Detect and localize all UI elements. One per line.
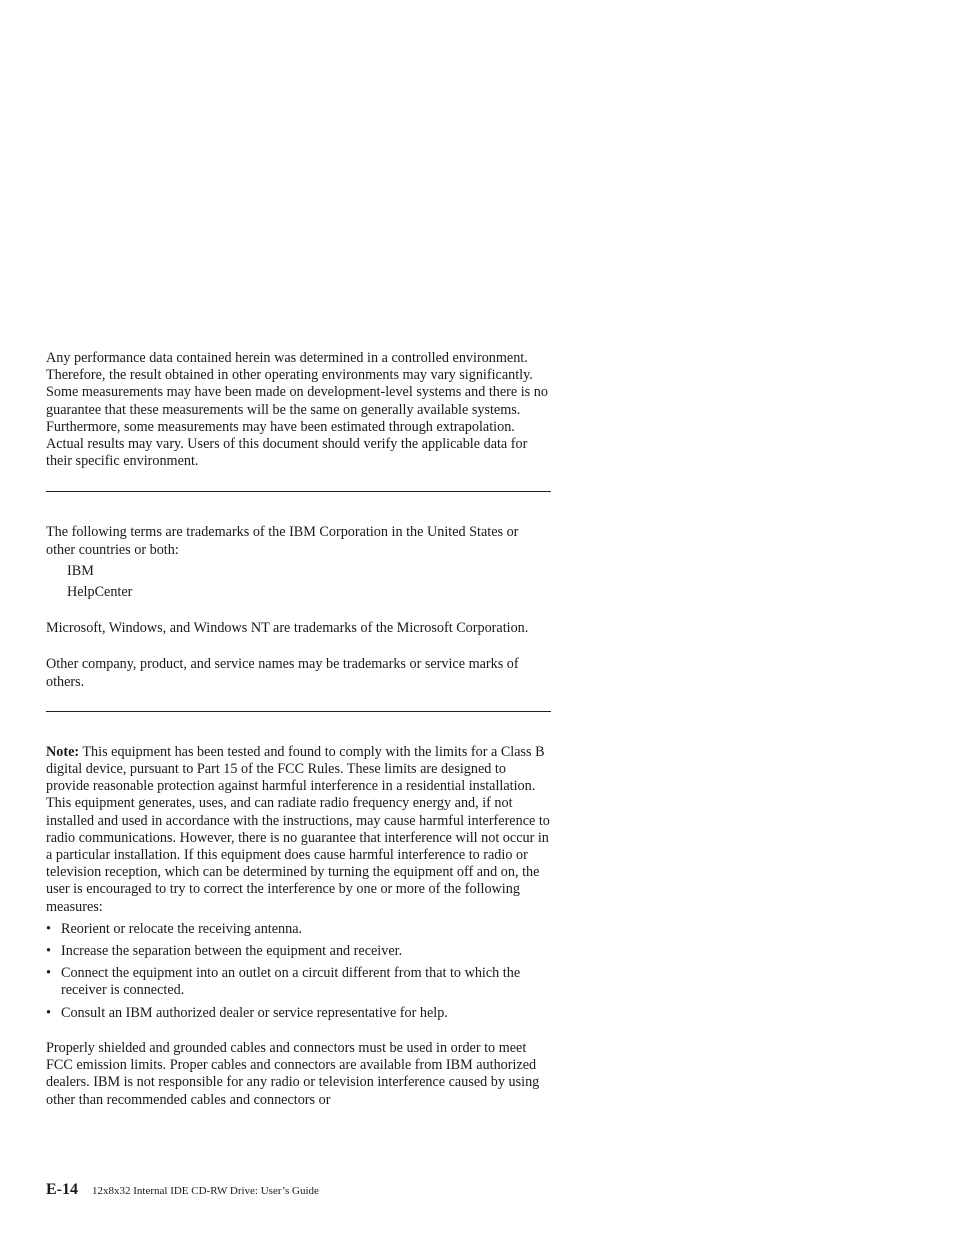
- trademarks-intro: The following terms are trademarks of the IBM Corporation in the United States or other countries or both:: [46, 524, 519, 558]
- bullet-icon: •: [46, 920, 51, 937]
- list-item: • Increase the separation between the equipment and receiver.: [46, 943, 403, 960]
- trademark-term: HelpCenter: [67, 584, 133, 601]
- fcc-cables-paragraph: Properly shielded and grounded cables and connectors must be used in order to meet FCC emission limits. Proper cables and connectors are available from IBM authorized dealers. IBM is not responsible for any radio or television interference caused by using other than recommended cables and connectors or: [46, 1039, 540, 1108]
- page-body: [46, 350, 551, 1109]
- fcc-note: [46, 744, 551, 916]
- microsoft-trademarks: Microsoft, Windows, and Windows NT are trademarks of the Microsoft Corporation.: [46, 620, 529, 637]
- note-text: This equipment has been tested and found to comply with the limits for a Class B digital device, pursuant to Part 15 of the FCC Rules. These limits are designed to provide reasonable protection against harmful interference in a residential installation. This equipment generates, uses, and can radiate radio frequency energy and, if not installed and used in accordance with the instructions, may cause harmful interference to radio communications. However, there is no guarantee that interference will not occur in a particular installation. If this equipment does cause harmful interference to radio or television reception, which can be determined by turning the equipment off and on, the user is encouraged to try to correct the interference by one or more of the following measures:: [46, 743, 550, 915]
- page-number: E-14: [46, 1181, 78, 1198]
- trademark-term: IBM: [67, 562, 94, 579]
- document-title: 12x8x32 Internal IDE CD-RW Drive: User’s Guide: [92, 1185, 319, 1197]
- trademark-terms-list: [46, 563, 551, 601]
- fcc-measures-list: [46, 921, 551, 1022]
- list-item: • Reorient or relocate the receiving antenna.: [46, 920, 303, 937]
- note-label: Note:: [46, 743, 80, 760]
- section-divider: [46, 491, 551, 492]
- list-item: • Consult an IBM authorized dealer or service representative for help.: [46, 1004, 448, 1021]
- bullet-icon: •: [46, 965, 51, 982]
- bullet-icon: •: [46, 1004, 51, 1021]
- other-trademarks: Other company, product, and service names may be trademarks or service marks of others.: [46, 656, 519, 690]
- section-divider: [46, 711, 551, 712]
- list-item: • Connect the equipment into an outlet on a circuit different from that to which the receiver is connected.: [46, 965, 521, 999]
- bullet-icon: •: [46, 943, 51, 960]
- page-footer: [46, 1181, 319, 1199]
- performance-paragraph: Any performance data contained herein was determined in a controlled environment. Therefore, the result obtained in other operating environments may vary significantly. Some measurements may have been made on development-level systems and there is no guarantee that these measurements will be the same on generally available systems. Furthermore, some measurements may have been estimated through extrapolation. Actual results may vary. Users of this document should verify the applicable data for their specific environment.: [46, 350, 548, 470]
